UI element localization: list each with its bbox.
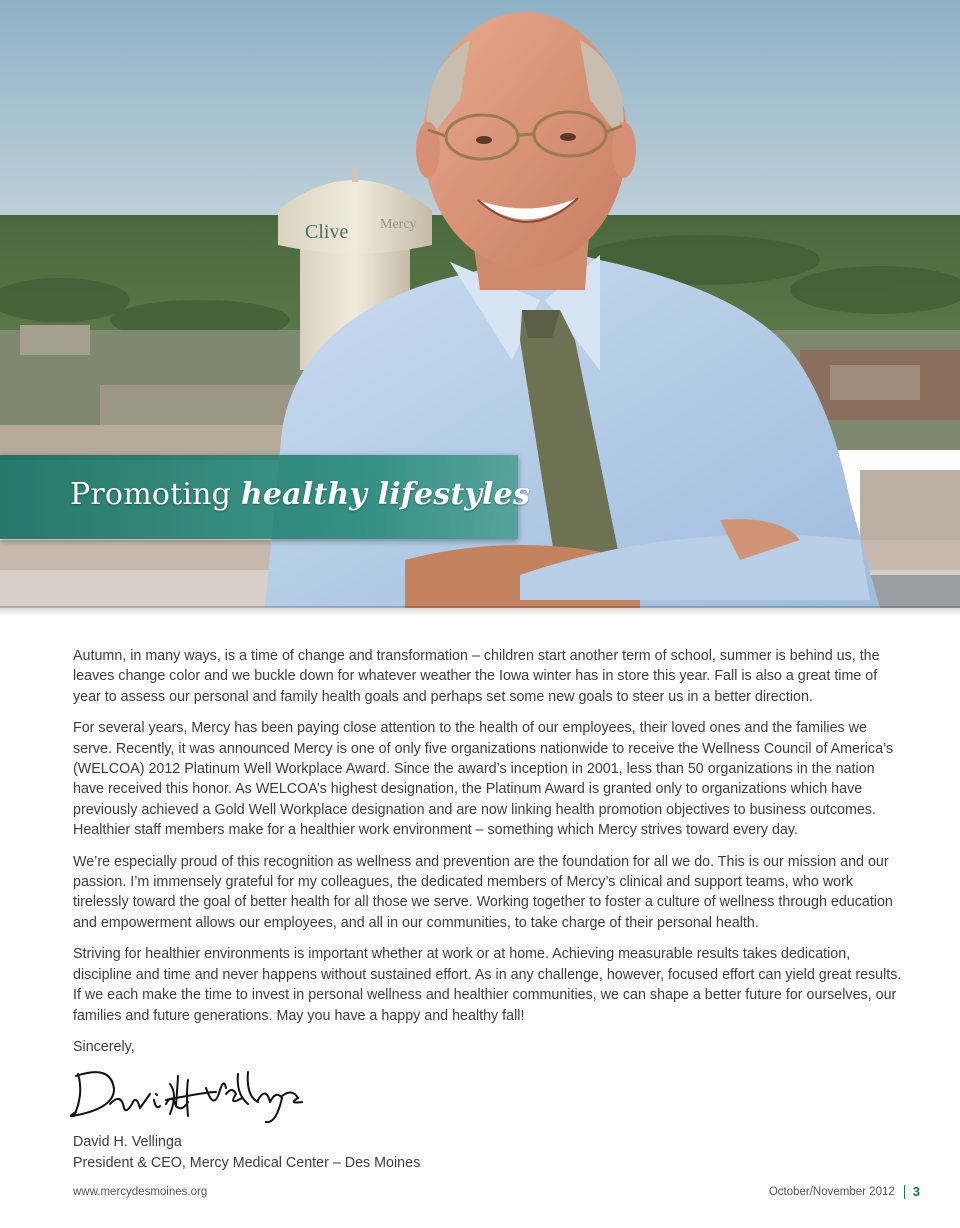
footer-url: www.mercydesmoines.org xyxy=(73,1186,208,1198)
closing: Sincerely, xyxy=(73,1038,135,1055)
headline-regular: Promoting xyxy=(70,477,241,512)
footer-divider xyxy=(904,1185,905,1199)
hero-shadow xyxy=(0,606,960,616)
signer-name: David H. Vellinga xyxy=(73,1134,182,1150)
footer-issue: October/November 2012 xyxy=(768,1185,895,1198)
paragraph-2: For several years, Mercy has been paying close attention to the health of our employees, their loved ones and the families we serve. Recently, it was announced Mercy is one of only five organizations nationwide to receive the Wellness Council of America’s (WELCOA) 2012 Platinum Well Workplace Award. Since the award’s inception in 2001, less than 50 organizations in the nation have received this honor. As WELCOA’s highest designation, the Platinum Award is granted only to organizations which have previously achieved a Gold Well Workplace designation and are now linking health promotion objectives to business outcomes. Healthier staff members make for a healthier work environment – something which Mercy strives toward every day. xyxy=(73,720,894,839)
headline-emphasis: healthy lifestyles xyxy=(240,477,531,512)
signer-title: President & CEO, Mercy Medical Center – Des Moines xyxy=(73,1155,421,1171)
headline-banner xyxy=(0,455,531,539)
paragraph-1: Autumn, in many ways, is a time of change and transformation – children start another term of school, summer is behind us, the leaves change color and we buckle down for whatever weather the Iowa winter has in store this year. Fall is also a great time of year to assess our personal and family health goals and perhaps set some new goals to steer us in a better direction. xyxy=(73,648,880,705)
paragraph-4: Striving for healthier environments is important whether at work or at home. Achieving measurable results takes dedication, discipline and time and never happens without sustained effort. As in any challenge, however, focused effort can yield great results. If we each make the time to invest in personal wellness and healthier communities, we can shape a better future for ourselves, our families and future generations. May you have a happy and healthy fall! xyxy=(73,946,902,1024)
tower-lettering-left: Clive xyxy=(305,221,349,243)
letter-body xyxy=(73,646,903,1068)
signer-block xyxy=(73,1132,420,1174)
signature xyxy=(66,1064,316,1131)
page-number: 3 xyxy=(912,1184,920,1199)
signature-drawing xyxy=(66,1064,316,1126)
paragraph-3: We’re especially proud of this recognition as wellness and prevention are the foundation for all we do. This is our mission and our passion. I’m immensely grateful for my colleagues, the dedicated members of Mercy’s clinical and support teams, who work tirelessly toward the goal of better health for all those we serve. Working together to foster a culture of wellness through education and empowerment allows our employees, and all in our communities, to take charge of their personal health. xyxy=(73,853,893,931)
tower-lettering-right: Mercy xyxy=(380,217,417,232)
page-title xyxy=(70,477,530,512)
footer-issue-block xyxy=(769,1184,920,1199)
